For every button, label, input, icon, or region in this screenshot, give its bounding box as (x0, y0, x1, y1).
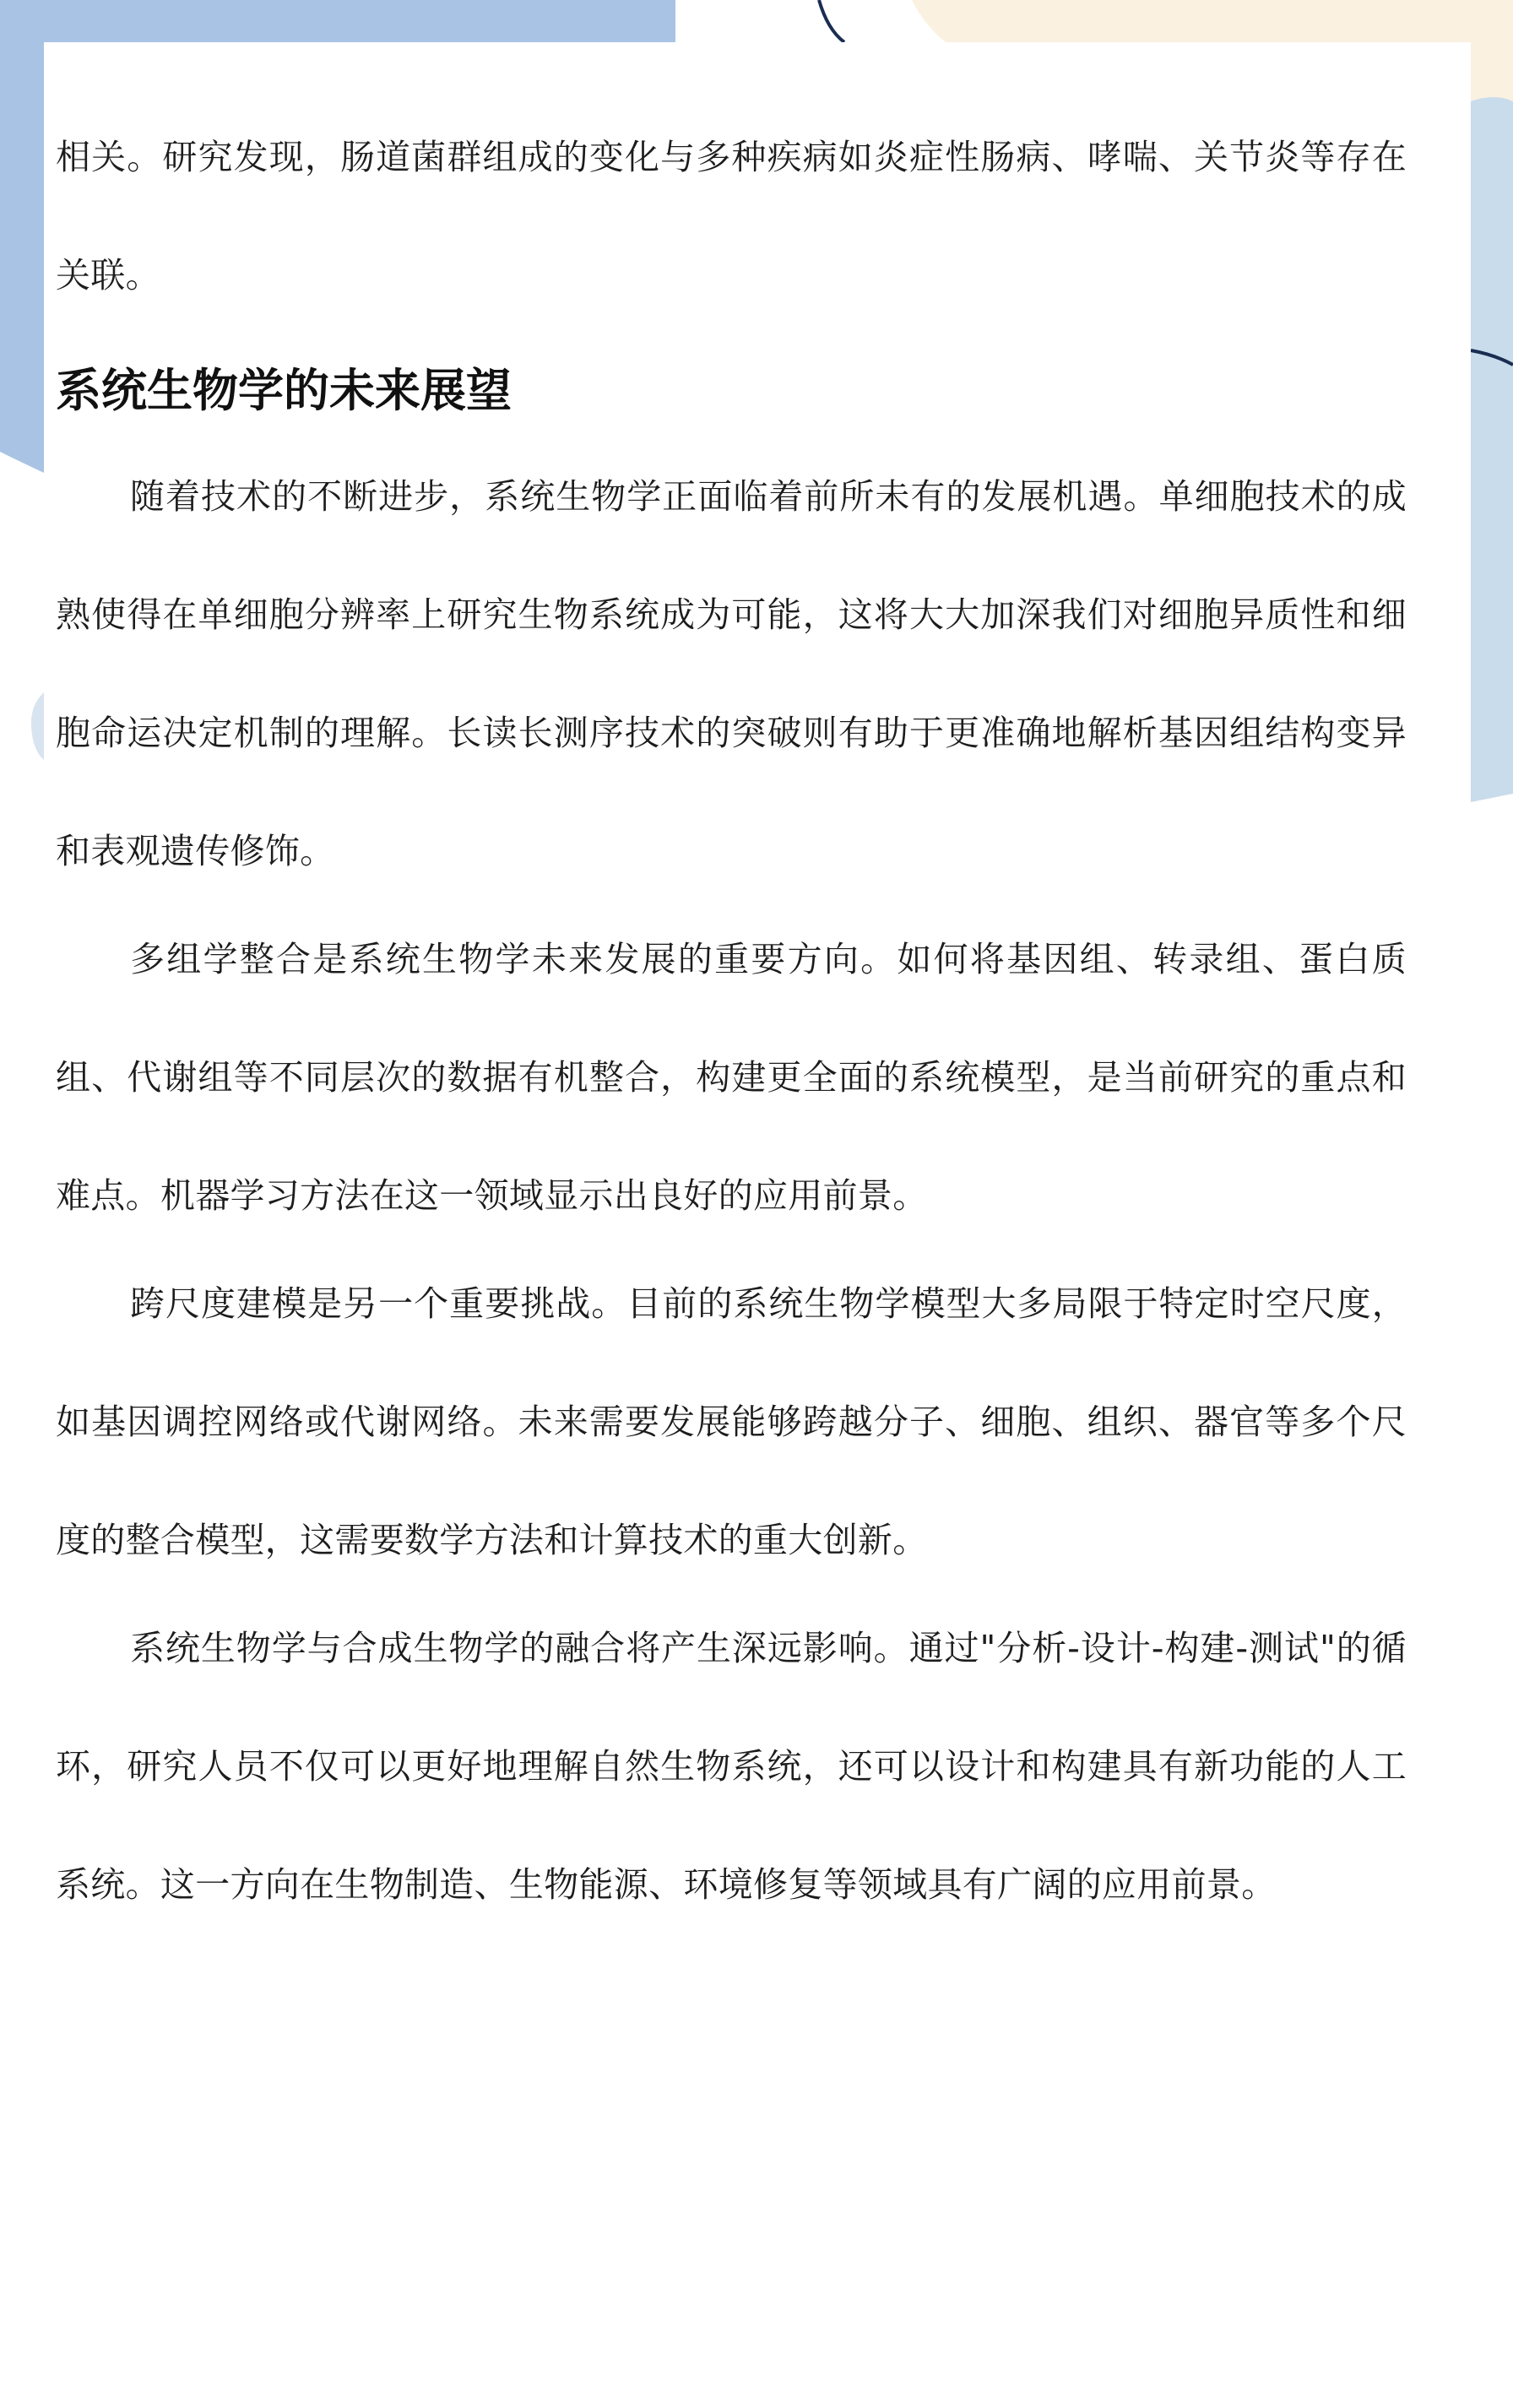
body-paragraph-4: 系统生物学与合成生物学的融合将产生深远影响。通过"分析-设计-构建-测试"的循环，研究人员不仅可以更好地理解自然生物系统，还可以设计和构建具有新功能的人工系统。这一方向在生物制造、生物能源、环境修复等领域具有广阔的应用前景。 (56, 1628, 1407, 1905)
body-paragraph-1: 随着技术的不断进步，系统生物学正面临着前所未有的发展机遇。单细胞技术的成熟使得在单细胞分辨率上研究生物系统成为可能，这将大大加深我们对细胞异质性和细胞命运决定机制的理解。长读长测序技术的突破则有助于更准确地解析基因组结构变异和表观遗传修饰。 (56, 476, 1407, 871)
left-small-blob (31, 692, 44, 760)
section-title: 系统生物学的未来展望 (56, 364, 512, 417)
top-arc-line (819, 0, 844, 42)
intro-paragraph: 相关。研究发现，肠道菌群组成的变化与多种疾病如炎症性肠病、哮喘、关节炎等存在关联。 (56, 137, 1407, 296)
body-paragraph-3: 跨尺度建模是另一个重要挑战。目前的系统生物学模型大多局限于特定时空尺度，如基因调控网络或代谢网络。未来需要发展能够跨越分子、细胞、组织、器官等多个尺度的整合模型，这需要数学方法和计算技术的重大创新。 (56, 1283, 1407, 1560)
article-content (56, 98, 1407, 1944)
body-paragraph-2: 多组学整合是系统生物学未来发展的重要方向。如何将基因组、转录组、蛋白质组、代谢组等不同层次的数据有机整合，构建更全面的系统模型，是当前研究的重点和难点。机器学习方法在这一领域显示出良好的应用前景。 (56, 939, 1407, 1216)
right-blue-blob (1471, 97, 1513, 802)
